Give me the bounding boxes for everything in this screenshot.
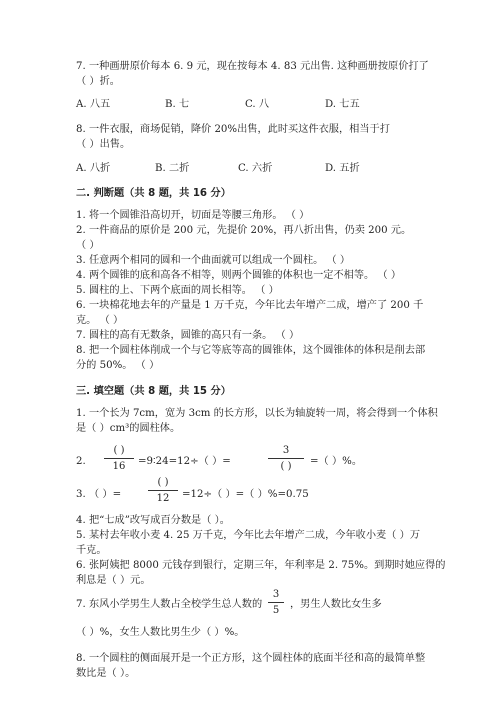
- fraction-numerator: 3: [282, 445, 290, 456]
- q7-stem-line1: 7. 一种画册原价每本 6. 9 元，现在按每本 4. 83 元出售. 这种画册按原价打了: [76, 61, 429, 72]
- q7-option-c[interactable]: C. 八: [245, 99, 270, 110]
- tf-line: 8. 把一个圆柱体削成一个与它等底等高的圆锥体，这个圆锥体的体积是削去部: [76, 345, 426, 356]
- fraction-bar: [148, 490, 178, 491]
- fill-q3-prefix: 3. （ ）=: [76, 489, 122, 500]
- fill-q1-line2: 是（ ）cm³的圆柱体。: [76, 423, 181, 434]
- fill-q5-line2: 千克。: [76, 545, 107, 556]
- fill-q7-line1-end: ，男生人数比女生多: [290, 599, 382, 610]
- fraction-bar: [104, 458, 134, 459]
- fraction-bar: [268, 602, 284, 603]
- tf-line: 6. 一块棉花地去年的产量是 1 万千克，今年比去年增产二成，增产了 200 千: [76, 300, 424, 311]
- tf-line: 7. 圆柱的高有无数条，圆锥的高只有一条。 （ ）: [76, 330, 300, 341]
- tf-line: 2. 一件商品的原价是 200 元，先提价 20%，再八折出售，仍卖 200 元。: [76, 225, 412, 236]
- tf-line: （ ）: [76, 240, 100, 251]
- fill-q7-line1: 7. 东风小学男生人数占全校学生总人数的: [76, 599, 263, 610]
- fill-q2-fraction2: [268, 444, 304, 473]
- q7-option-b[interactable]: B. 七: [165, 99, 190, 110]
- section-3-title: 三. 填空题（共 8 题，共 15 分）: [76, 386, 231, 397]
- q8-option-d[interactable]: D. 五折: [325, 163, 360, 174]
- fraction-denominator: 16: [112, 461, 126, 472]
- fill-q4: 4. 把“七成”改写成百分数是（ ）。: [76, 515, 230, 526]
- q7-option-d[interactable]: D. 七五: [325, 99, 360, 110]
- tf-line: 分的 50%。 （ ）: [76, 360, 160, 371]
- fill-q7-fraction: [268, 588, 284, 617]
- fill-q2-prefix: 2.: [76, 456, 86, 467]
- fill-q6-line1: 6. 张阿姨把 8000 元钱存到银行，定期三年，年利率是 2. 75%。到期时她应得的: [76, 560, 446, 571]
- tf-line: 3. 任意两个相同的圆和一个曲面就可以组成一个圆柱。 （ ）: [76, 255, 351, 266]
- q8-option-a[interactable]: A. 八折: [76, 163, 111, 174]
- fill-q2-middle: =9∶24=12÷（ ）=: [138, 456, 231, 467]
- fill-q5-line1: 5. 某村去年收小麦 4. 25 万千克，今年比去年增产二成，今年收小麦（ ）万: [76, 530, 421, 541]
- fill-q3-fraction: [148, 476, 178, 505]
- q8-option-c[interactable]: C. 六折: [238, 163, 273, 174]
- fill-q2-fraction: [104, 444, 134, 473]
- fraction-numerator: 3: [272, 589, 280, 600]
- q8-stem-line2: （ ）出售。: [76, 139, 131, 150]
- fill-q1-line1: 1. 一个长为 7cm，宽为 3cm 的长方形，以长为轴旋转一周，将会得到一个体积: [76, 408, 438, 419]
- q7-stem-line2: （ ）折。: [76, 76, 120, 87]
- section-2-title: 二. 判断题（共 8 题，共 16 分）: [76, 188, 231, 199]
- fraction-denominator: 5: [272, 605, 280, 616]
- tf-line: 克。 （ ）: [76, 315, 124, 326]
- q8-option-b[interactable]: B. 二折: [155, 163, 190, 174]
- fill-q7-line2: （ ）%，女生人数比男生少（ ）%。: [76, 627, 245, 638]
- fraction-numerator: ( ): [157, 477, 169, 488]
- fill-q6-line2: 利息是（ ）元。: [76, 575, 151, 586]
- tf-line: 4. 两个圆锥的底和高各不相等，则两个圆锥的体积也一定不相等。 （ ）: [76, 270, 402, 281]
- tf-line: 5. 圆柱的上、下两个底面的周长相等。 （ ）: [76, 285, 279, 296]
- fill-q2-end: =（ ）%。: [310, 456, 363, 467]
- fraction-denominator: ( ): [280, 461, 292, 472]
- fill-q3-end: =12÷（ ）=（ ）%=0.75: [182, 489, 309, 500]
- q7-option-a[interactable]: A. 八五: [76, 99, 111, 110]
- q8-stem-line1: 8. 一件衣服，商场促销，降价 20%出售，此时买这件衣服，相当于打: [76, 124, 390, 135]
- fill-q8-line1: 8. 一个圆柱的侧面展开是一个正方形，这个圆柱体的底面半径和高的最简单整: [76, 653, 426, 664]
- tf-line: 1. 将一个圆锥沿高切开，切面是等腰三角形。 （ ）: [76, 210, 310, 221]
- fraction-denominator: 12: [156, 493, 170, 504]
- fill-q8-line2: 数比是（ ）。: [76, 668, 136, 679]
- fraction-bar: [268, 458, 304, 459]
- fraction-numerator: ( ): [113, 445, 125, 456]
